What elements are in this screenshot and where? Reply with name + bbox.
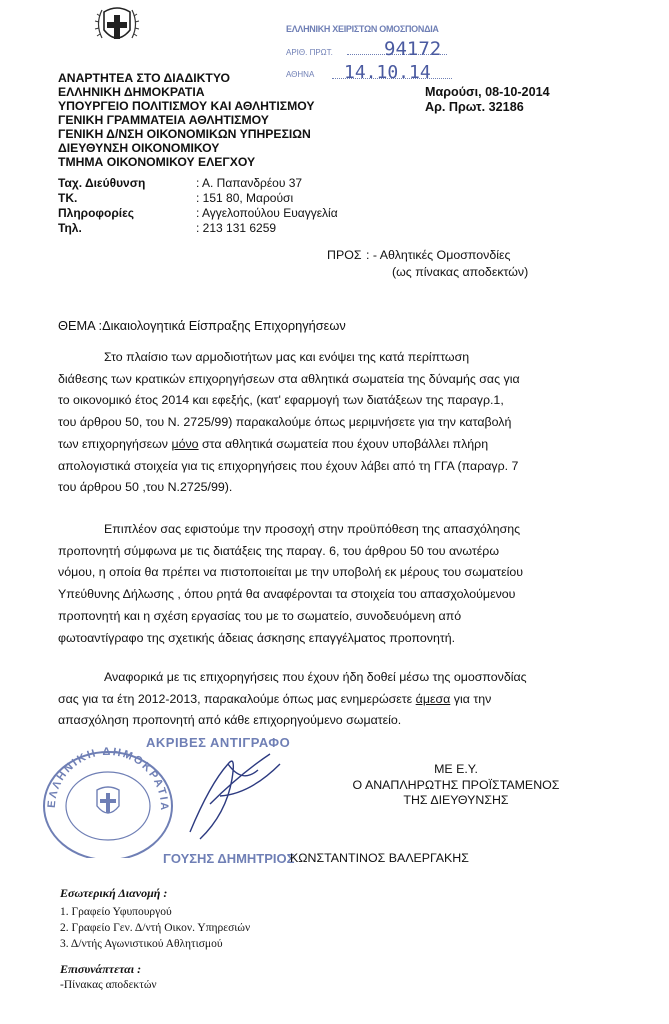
paragraph-1 xyxy=(58,347,614,499)
paragraph-line: απασχόληση προπονητή από κάθε επιχορηγούμενο σωματείο. xyxy=(58,713,402,728)
contact-label: ΤΚ. xyxy=(58,191,78,205)
paragraph-line: διάθεσης των κρατικών επιχορηγήσεων στα αθλητικά σωματεία της δύναμής σας για xyxy=(58,371,520,386)
text-run: για την xyxy=(453,691,492,706)
contact-value: : 151 80, Μαρούσι xyxy=(196,191,294,205)
header-block xyxy=(58,71,315,169)
paragraph-2 xyxy=(58,519,614,649)
distribution-item: 1. Γραφείο Υφυπουργού xyxy=(60,906,172,918)
paragraph-line: απολογιστικά στοιχεία για τις επιχορηγήσεις που έχουν λάβει από τη ΓΓΑ (παραγρ. 7 xyxy=(58,458,519,473)
contact-label: Ταχ. Διεύθυνση xyxy=(58,176,146,190)
header-line: ΕΛΛΗΝΙΚΗ ΔΗΜΟΚΡΑΤΙΑ xyxy=(58,85,205,99)
official-seal xyxy=(35,738,181,858)
contact-row xyxy=(58,176,303,191)
signature-line: ΜΕ Ε.Υ. xyxy=(434,762,478,776)
signature-line: Ο ΑΝΑΠΛΗΡΩΤΗΣ ΠΡΟΪΣΤΑΜΕΝΟΣ xyxy=(352,777,560,792)
header-line: ΑΝΑΡΤΗΤΕΑ ΣΤΟ ΔΙΑΔΙΚΤΥΟ xyxy=(58,71,230,85)
paragraph-line: Αναφορικά με τις επιχορηγήσεις που έχουν ήδη δοθεί μέσω της ομοσπονδίας xyxy=(104,670,527,684)
paragraph-line xyxy=(58,434,614,456)
header-line: ΔΙΕΥΘΥΝΣΗ ΟΙΚΟΝΟΜΙΚΟΥ xyxy=(58,141,220,155)
contact-row xyxy=(58,191,294,206)
stamp-date-label: ΑΘΗΝΑ xyxy=(286,70,315,79)
contact-value: : Αγγελοπούλου Ευαγγελία xyxy=(196,206,338,220)
contact-value: : Α. Παπανδρέου 37 xyxy=(196,176,303,190)
paragraph-line: Στο πλαίσιο των αρμοδιοτήτων μας και ενόψει της κατά περίπτωση xyxy=(104,350,470,364)
distribution-title: Εσωτερική Διανομή : xyxy=(60,886,168,900)
handwritten-signature xyxy=(180,744,290,844)
contact-block xyxy=(58,176,338,236)
recipient-line-1: : - Αθλητικές Ομοσπονδίες xyxy=(366,248,511,262)
signatory-name: ΚΩΝΣΤΑΝΤΙΝΟΣ ΒΑΛΕΡΓΑΚΗΣ xyxy=(290,851,469,865)
contact-row xyxy=(58,221,277,236)
paragraph-line: του άρθρου 50 ,του Ν.2725/99). xyxy=(58,480,233,495)
header-line: ΓΕΝΙΚΗ Δ/ΝΣΗ ΟΙΚΟΝΟΜΙΚΩΝ ΥΠΗΡΕΣΙΩΝ xyxy=(58,127,311,141)
document-date: Μαρούσι, 08-10-2014 xyxy=(425,85,550,99)
text-run: των επιχορηγήσεων xyxy=(58,436,168,451)
stamp-proto-value: 94172 xyxy=(384,38,442,60)
signature-line: ΤΗΣ ΔΙΕΥΘΥΝΣΗΣ xyxy=(403,793,509,807)
paragraph-3 xyxy=(58,667,614,732)
text-run: σας για τα έτη 2012-2013, παρακαλούμε όπως μας ενημερώσετε xyxy=(58,691,413,706)
contact-value: : 213 131 6259 xyxy=(196,221,277,235)
paragraph-line: νόμου, η οποία θα πρέπει να πιστοποιείται με την υποβολή εκ μέρους του σωματείου xyxy=(58,565,524,580)
header-line: ΥΠΟΥΡΓΕΙΟ ΠΟΛΙΤΙΣΜΟΥ ΚΑΙ ΑΘΛΗΤΙΣΜΟΥ xyxy=(58,99,315,113)
seal-text: ΕΛΛΗΝΙΚΗ ΔΗΜΟΚΡΑΤΙΑ xyxy=(45,745,171,813)
paragraph-line: φωτοαντίγραφο της σχετικής άδειας άσκησης επαγγέλματος προπονητή. xyxy=(58,630,456,645)
attachments-title: Επισυνάπτεται : xyxy=(60,962,142,976)
attachment-item: -Πίνακας αποδεκτών xyxy=(60,979,157,991)
paragraph-line: Υπεύθυνης Δήλωσης , όπου ρητά θα αναφέρονται τα στοιχεία του απασχολούμενου xyxy=(58,587,516,602)
paragraph-line: Επιπλέον σας εφιστούμε την προσοχή στην προϋπόθεση της απασχόλησης xyxy=(104,522,521,536)
paragraph-line: προπονητή και η σχέση εργασίας του με το σωματείο, συνοδευόμενη από xyxy=(58,608,462,623)
paragraph-line xyxy=(58,689,614,711)
contact-label: Τηλ. xyxy=(58,221,82,235)
emphasis-only: μόνο xyxy=(171,436,199,451)
signature-block xyxy=(336,762,576,809)
stamp-org: ΕΛΛΗΝΙΚΗ ΧΕΙΡΙΣΤΩΝ ΟΜΟΣΠΟΝΔΙΑ xyxy=(286,24,439,34)
header-line: ΓΕΝΙΚΗ ΓΡΑΜΜΑΤΕΙΑ ΑΘΛΗΤΙΣΜΟΥ xyxy=(58,113,269,127)
header-line: ΤΜΗΜΑ ΟΙΚΟΝΟΜΙΚΟΥ ΕΛΕΓΧΟΥ xyxy=(58,155,256,169)
recipient-line-2: (ως πίνακας αποδεκτών) xyxy=(392,265,529,279)
coat-of-arms-emblem xyxy=(92,2,142,50)
protocol-number: Αρ. Πρωτ. 32186 xyxy=(425,100,524,114)
copy-stamp-name: ΓΟΥΣΗΣ ΔΗΜΗΤΡΙΟΣ xyxy=(163,851,295,866)
stamp-proto-label: ΑΡΙΘ. ΠΡΩΤ. xyxy=(286,48,333,57)
paragraph-line: του άρθρου 50, του Ν. 2725/99) παρακαλούμε όπως μεριμνήσετε για την καταβολή xyxy=(58,415,512,430)
subject-line: ΘΕΜΑ :Δικαιολογητικά Είσπραξης Επιχορηγήσεων xyxy=(58,318,346,333)
recipient-label: ΠΡΟΣ xyxy=(327,248,362,262)
true-copy-stamp: ΑΚΡΙΒΕΣ ΑΝΤΙΓΡΑΦΟ xyxy=(146,735,291,750)
text-run: στα αθλητικά σωματεία που έχουν υποβάλλει πλήρη xyxy=(202,436,489,451)
contact-row xyxy=(58,206,338,221)
distribution-item: 2. Γραφείο Γεν. Δ/ντή Οικον. Υπηρεσιών xyxy=(60,922,251,934)
distribution-item: 3. Δ/ντής Αγωνιστικού Αθλητισμού xyxy=(60,938,223,950)
paragraph-line: το οικονομικό έτος 2014 και εφεξής, (κατ' εφαρμογή των διατάξεων της παραγρ.1, xyxy=(58,393,504,408)
stamp-date-value: 14.10.14 xyxy=(344,62,431,83)
emphasis-immediately: άμεσα xyxy=(415,691,451,706)
contact-label: Πληροφορίες xyxy=(58,206,135,220)
paragraph-line: προπονητή σύμφωνα με τις διατάξεις της παραγ. 6, του άρθρου 50 του ανωτέρω xyxy=(58,543,500,558)
distribution-list xyxy=(60,904,250,952)
